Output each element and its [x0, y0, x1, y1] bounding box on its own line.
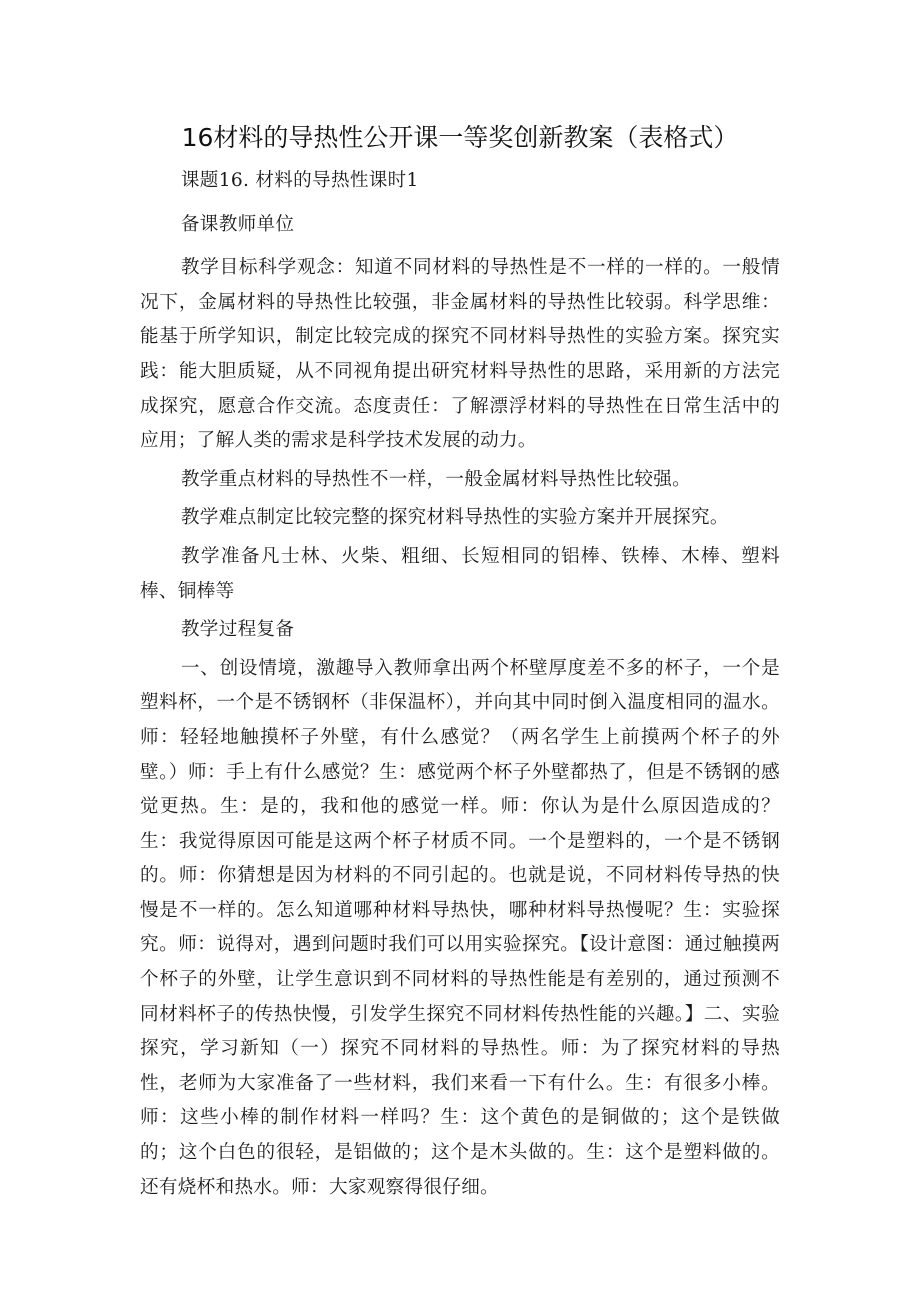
teaching-process-heading: 教学过程复备 — [180, 619, 295, 641]
document-title: 16材料的导热性公开课一等奖创新教案（表格式） — [181, 123, 739, 152]
teaching-process-body: 一、创设情境，激趣导入教师拿出两个杯壁厚度差不多的杯子，一个是塑料杯，一个是不锈钢杯（非保温杯），并向其中同时倒入温度相同的温水。师：轻轻地触摸杯子外壁，有什么感觉？（两名学生上前摸两个杯子的外壁。）师：手上有什么感觉？生：感觉两个杯子外壁都热了，但是不锈钢的感觉更热。生：是的，我和他的感觉一样。师：你认为是什么原因造成的？生：我觉得原因可能是这两个杯子材质不同。一个是塑料的，一个是不锈钢的。师：你猜想是因为材料的不同引起的。也就是说，不同材料传导热的快慢是不一样的。怎么知道哪种材料导热快，哪种材料导热慢呢？生：实验探究。师：说得对，遇到问题时我们可以用实验探究。【设计意图：通过触摸两个杯子的外壁，让学生意识到不同材料的导热性能是有差别的，通过预测不同材料杯子的传热快慢，引发学生探究不同材料传热性能的兴趣。】二、实验探究，学习新知（一）探究不同材料的导热性。师：为了探究材料的导热性，老师为大家准备了一些材料，我们来看一下有什么。生：有很多小棒。师：这些小棒的制作材料一样吗？生：这个黄色的是铜做的；这个是铁做的；这个白色的很轻，是铝做的；这个是木头做的。生：这个是塑料做的。还有烧杯和热水。师：大家观察得很仔细。 — [140, 657, 780, 1198]
prep-teacher: 备课教师单位 — [180, 213, 295, 235]
teaching-key-points: 教学重点材料的导热性不一样，一般金属材料导热性比较强。 — [180, 468, 692, 490]
teaching-goals: 教学目标科学观念：知道不同材料的导热性是不一样的一样的。一般情况下，金属材料的导热性比较强，非金属材料的导热性比较弱。科学思维：能基于所学知识，制定比较完成的探究不同材料导热性的实验方案。探究实践：能大胆质疑，从不同视角提出研究材料导热性的思路，采用新的方法完成探究，愿意合作交流。态度责任：了解漂浮材料的导热性在日常生活中的应用；了解人类的需求是科学技术发展的动力。 — [140, 257, 780, 452]
document-page — [140, 120, 780, 1209]
lesson-topic: 课题16. 材料的导热性课时1 — [180, 170, 419, 191]
teaching-preparation: 教学准备凡士林、火柴、粗细、长短相同的铝棒、铁棒、木棒、塑料棒、铜棒等 — [140, 545, 780, 602]
teaching-difficulties: 教学难点制定比较完整的探究材料导热性的实验方案并开展探究。 — [180, 507, 729, 529]
